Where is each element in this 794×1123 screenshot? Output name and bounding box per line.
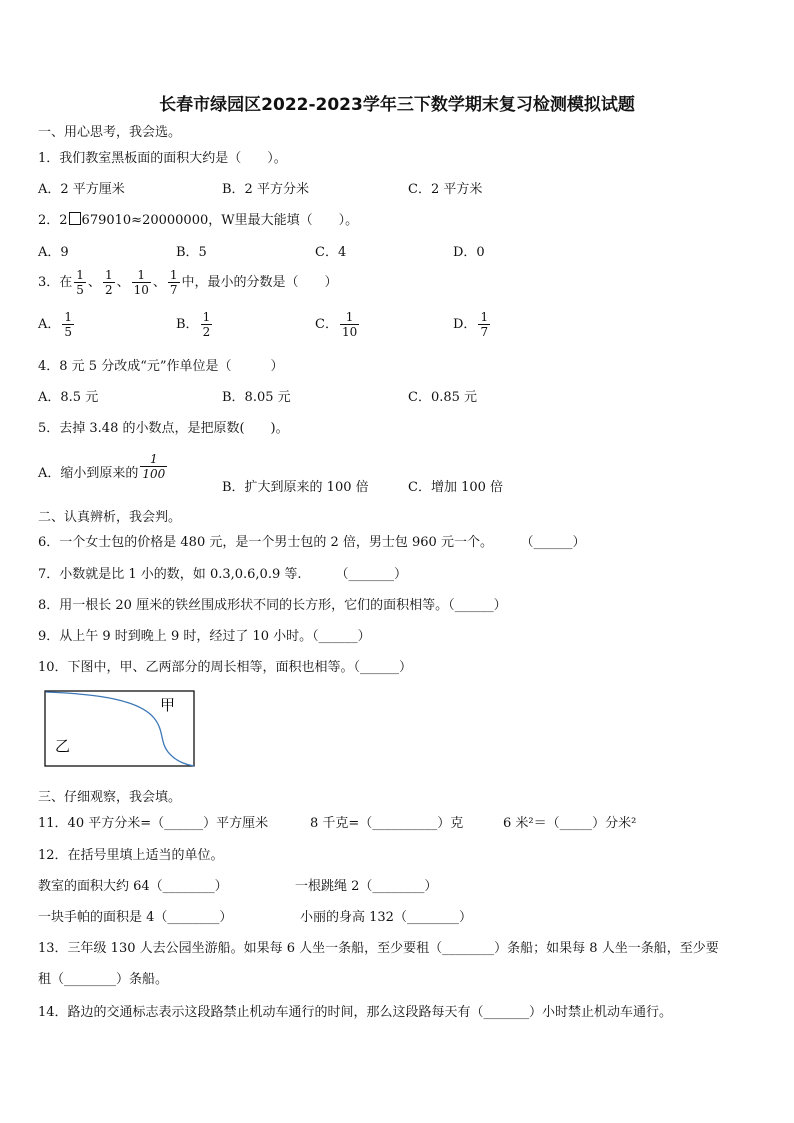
q5-option-c: C．增加 100 倍 bbox=[408, 480, 504, 495]
q2-option-a: A．9 bbox=[38, 245, 69, 260]
q4-option-c: C．0.85 元 bbox=[408, 390, 478, 405]
q5-option-b: B．扩大到原来的 100 倍 bbox=[222, 480, 369, 495]
q2-option-b: B．5 bbox=[176, 245, 207, 260]
q1-option-a: A．2 平方厘米 bbox=[38, 182, 125, 197]
fraction-1-2: $\frac{1}{2}$ bbox=[202, 310, 211, 339]
q9-text: 9．从上午 9 时到晚上 9 时，经过了 10 小时。（______） bbox=[38, 629, 371, 644]
q12-stem: 12．在括号里填上适当的单位。 bbox=[38, 848, 224, 863]
blank-box-icon bbox=[69, 212, 81, 225]
q2-stem-pre: 2．2 bbox=[38, 213, 68, 228]
fraction-1-5: $\frac{1}{5}$ bbox=[64, 310, 73, 339]
q12-d: 小丽的身高 132（________） bbox=[300, 910, 472, 925]
q12-b: 一根跳绳 2（________） bbox=[295, 879, 438, 894]
q3-option-d: D． $\frac{1}{7}$ bbox=[453, 310, 489, 339]
q4-stem: 4．8 元 5 分改成“元”作单位是（ ） bbox=[38, 359, 284, 374]
q3-option-b: B． $\frac{1}{2}$ bbox=[176, 310, 211, 339]
fraction-1-10: $\frac{1}{10}$ bbox=[341, 310, 358, 339]
q3-stem-pre: 3．在 bbox=[38, 275, 73, 290]
fraction-1-2: $\frac{1}{2}$ bbox=[104, 268, 113, 297]
q12-a: 教室的面积大约 64（________） bbox=[38, 879, 228, 894]
fraction-1-100: $\frac{1}{100}$ bbox=[142, 452, 166, 481]
page-title: 长春市绿园区2022-2023学年三下数学期末复习检测模拟试题 bbox=[159, 95, 635, 115]
q3-stem bbox=[38, 266, 338, 300]
section-2-heading: 二、认真辨析，我会判。 bbox=[38, 510, 182, 525]
q1-option-c: C．2 平方米 bbox=[408, 182, 483, 197]
q4-option-a: A．8.5 元 bbox=[38, 390, 99, 405]
q2-option-d: D．0 bbox=[453, 245, 485, 260]
q8-text: 8．用一根长 20 厘米的铁丝围成形状不同的长方形，它们的面积相等。（______） bbox=[38, 598, 507, 613]
q2-stem-post: 679010≈20000000，W里最大能填（ ）。 bbox=[81, 213, 359, 228]
q2-option-c: C．4 bbox=[315, 245, 347, 260]
separator: 、 bbox=[87, 275, 101, 290]
fraction-1-10: $\frac{1}{10}$ bbox=[133, 268, 149, 297]
fraction-1-7: $\frac{1}{7}$ bbox=[480, 310, 489, 339]
separator: 、 bbox=[152, 275, 166, 290]
q3-option-a: A． $\frac{1}{5}$ bbox=[38, 310, 73, 339]
q3-stem-post: 中，最小的分数是（ ） bbox=[181, 275, 338, 290]
label-jia: 甲 bbox=[160, 696, 176, 714]
q3-option-c: C． $\frac{1}{10}$ bbox=[315, 310, 358, 339]
section-1-heading: 一、用心思考，我会选。 bbox=[38, 125, 182, 140]
q12-c: 一块手帕的面积是 4（________） bbox=[38, 910, 233, 925]
label-yi: 乙 bbox=[55, 737, 71, 755]
q10-figure bbox=[44, 690, 196, 768]
q14-text: 14．路边的交通标志表示这段路禁止机动车通行的时间，那么这段路每天有（_______）小时禁止机动车通行。 bbox=[38, 1005, 673, 1020]
q11-part-3: 6 米²＝（_____）分米² bbox=[503, 816, 637, 831]
q11-part-2: 8 千克=（__________）克 bbox=[310, 816, 464, 831]
q13-line-2: 租（________）条船。 bbox=[38, 972, 169, 987]
q7-text: 7．小数就是比 1 小的数，如 0.3,0.6,0.9 等. （_______） bbox=[38, 567, 408, 582]
section-3-heading: 三、仔细观察，我会填。 bbox=[38, 790, 182, 805]
q10-text: 10．下图中，甲、乙两部分的周长相等，面积也相等。（______） bbox=[38, 660, 413, 675]
q13-line-1: 13．三年级 130 人去公园坐游船。如果每 6 人坐一条船，至少要租（________）条船；如果每 8 人坐一条船，至少要 bbox=[38, 941, 719, 956]
q2-stem bbox=[38, 209, 358, 228]
q5-option-a: A．缩小到原来的 $\frac{1}{100}$ bbox=[38, 452, 166, 481]
fraction-1-7: $\frac{1}{7}$ bbox=[169, 268, 178, 297]
q11-part-1: 11．40 平方分米=（______）平方厘米 bbox=[38, 816, 269, 831]
q6-text: 6．一个女士包的价格是 480 元，是一个男士包的 2 倍，男士包 960 元一个。 （______） bbox=[38, 535, 586, 550]
q1-stem: 1．我们教室黑板面的面积大约是（ ）。 bbox=[38, 151, 287, 166]
q5-stem: 5．去掉 3.48 的小数点，是把原数( )。 bbox=[38, 421, 289, 436]
q1-option-b: B．2 平方分米 bbox=[222, 182, 309, 197]
separator: 、 bbox=[116, 275, 130, 290]
fraction-1-5: $\frac{1}{5}$ bbox=[76, 268, 84, 297]
q4-option-b: B．8.05 元 bbox=[222, 390, 291, 405]
